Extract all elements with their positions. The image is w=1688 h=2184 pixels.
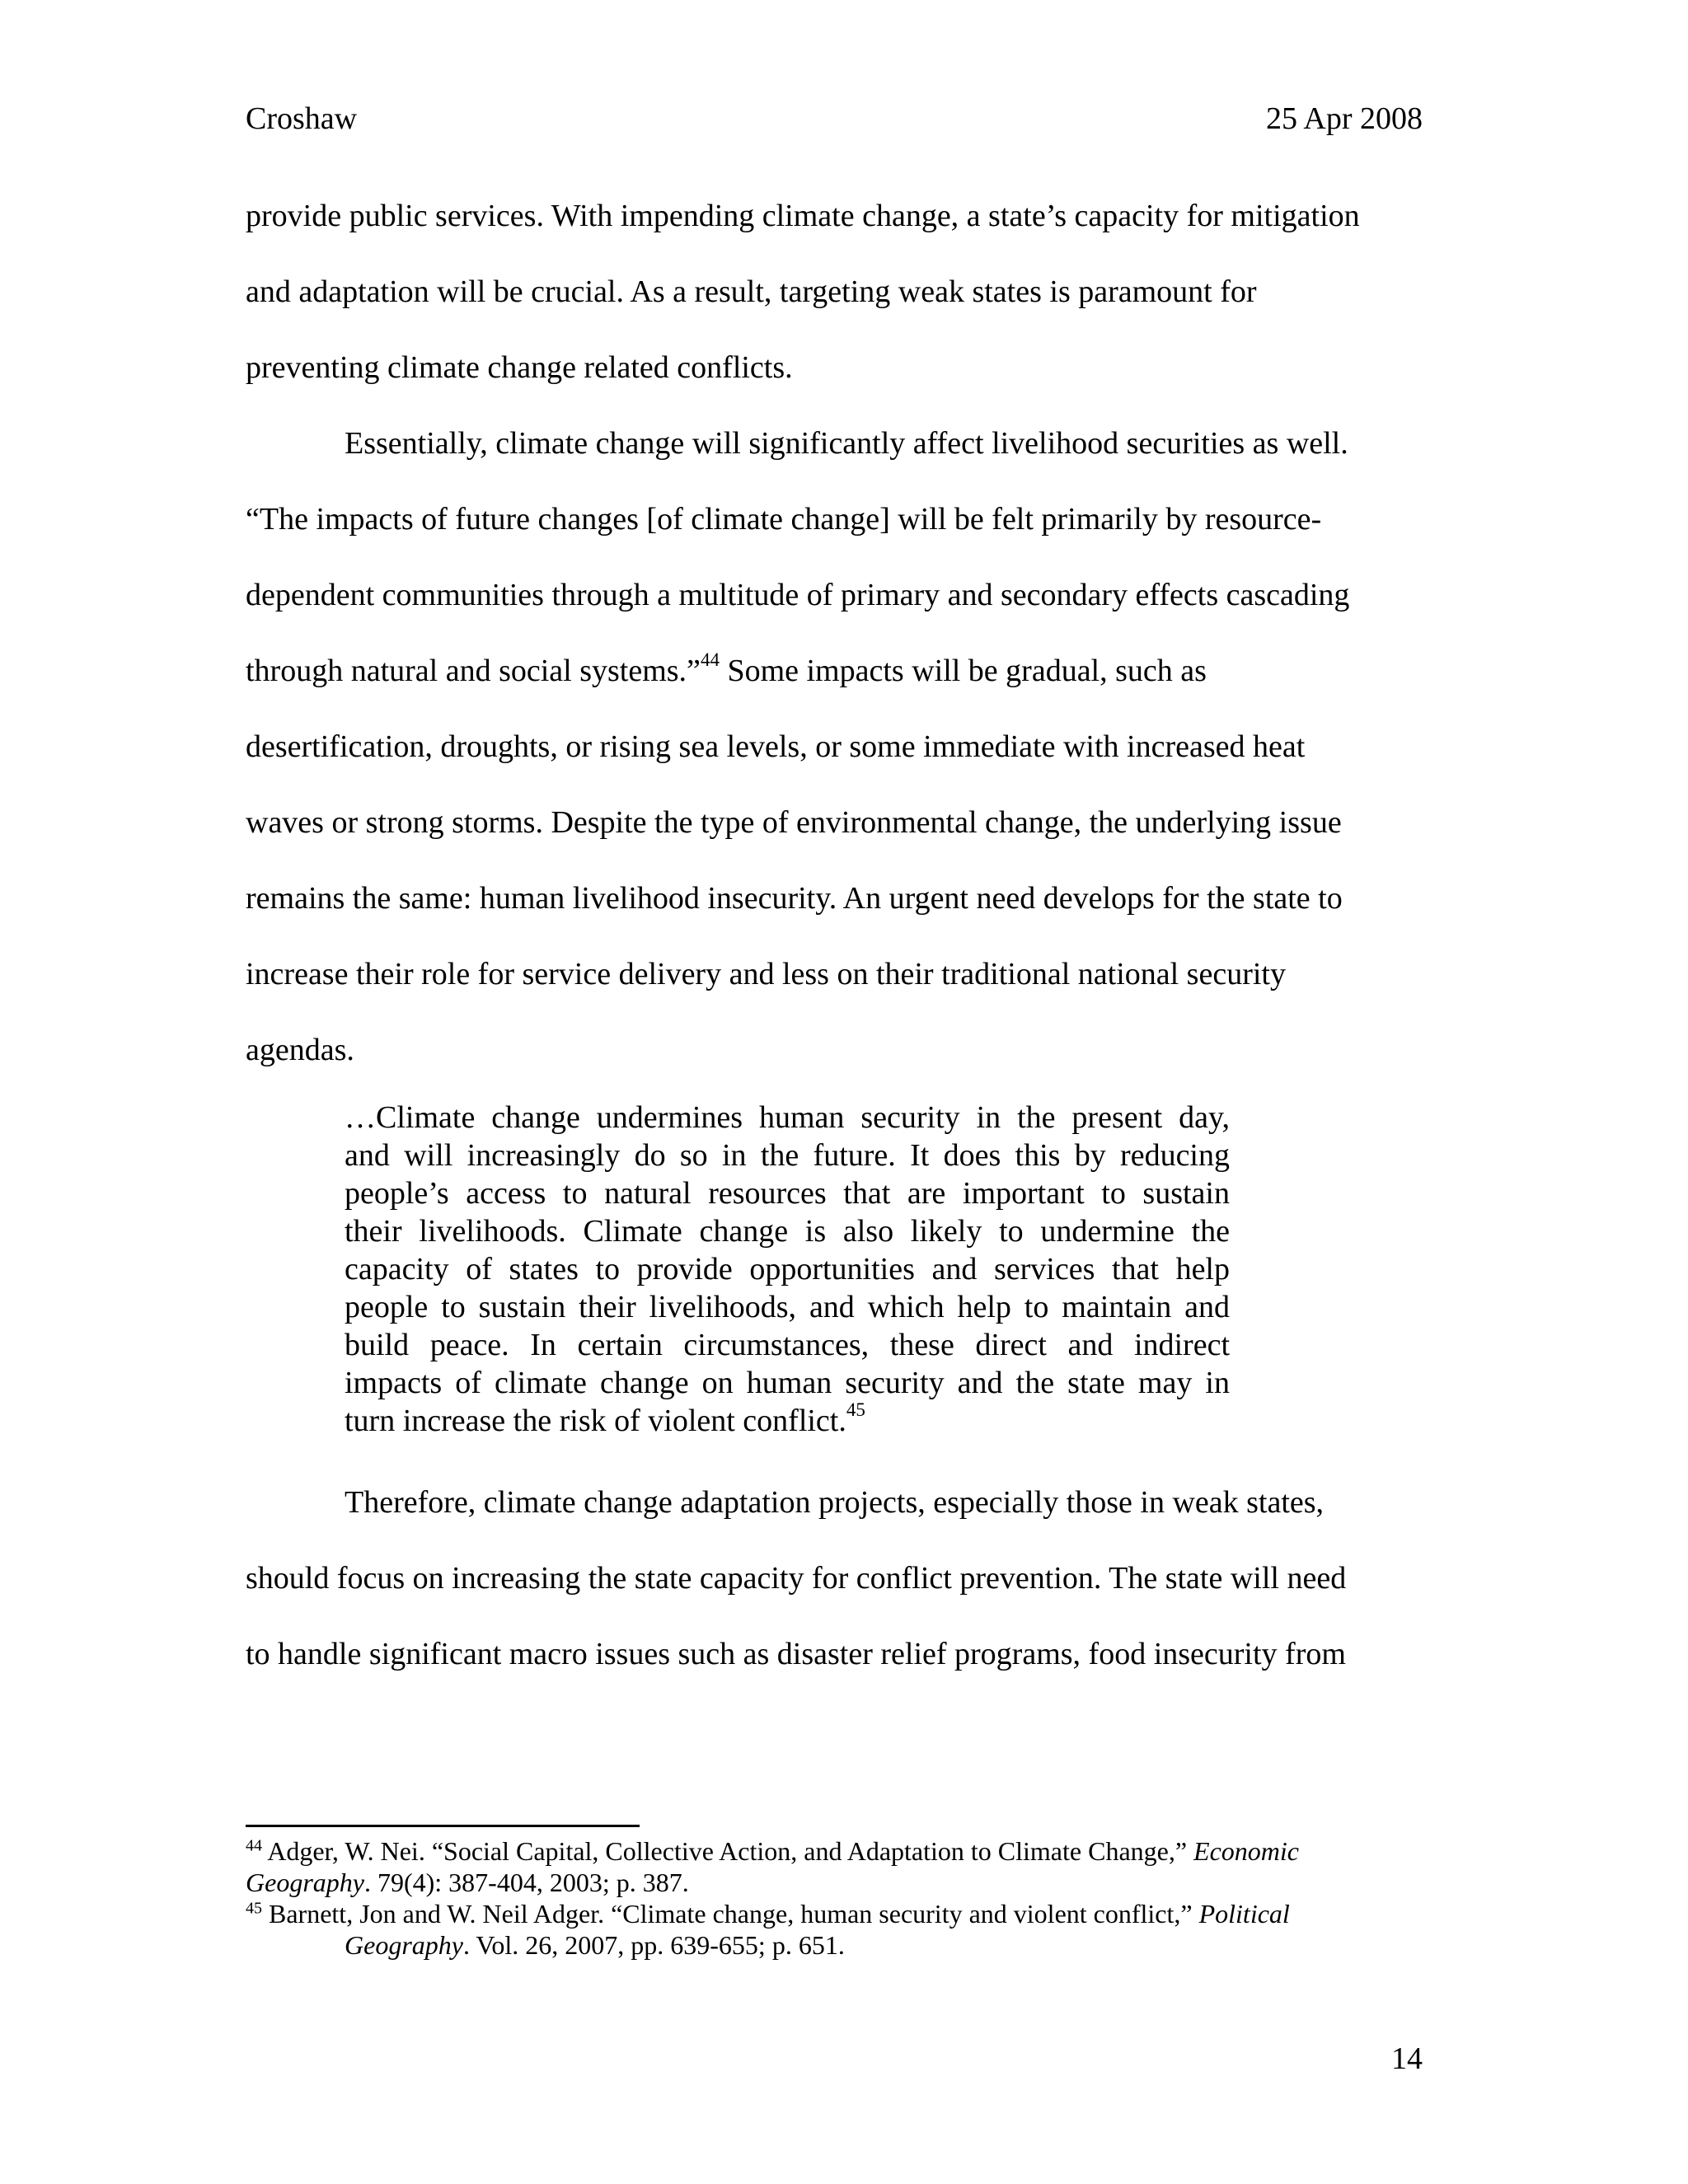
body-line: “The impacts of future changes [of climate change] will be felt primarily by resource- — [246, 502, 1322, 537]
body-line: should focus on increasing the state capacity for conflict prevention. The state will need — [246, 1561, 1347, 1596]
body-line: preventing climate change related conflicts. — [246, 350, 793, 385]
header-date: 25 Apr 2008 — [1266, 101, 1423, 136]
body-line: increase their role for service delivery and less on their traditional national security — [246, 957, 1286, 991]
body-line: Essentially, climate change will significantly affect livelihood securities as well. — [345, 426, 1348, 461]
quote-text: turn increase the risk of violent conflict. — [345, 1404, 846, 1438]
footnote-44-continued — [246, 1867, 689, 1898]
quote-line: capacity of states to provide opportunities and services that help — [345, 1252, 1230, 1286]
quote-line: their livelihoods. Climate change is also likely to undermine the — [345, 1214, 1230, 1249]
footnote-ref-45[interactable]: 45 — [846, 1399, 865, 1421]
footnote-text: . 79(4): 387-404, 2003; p. 387. — [363, 1868, 689, 1897]
footnote-text: Adger, W. Nei. “Social Capital, Collective Action, and Adaptation to Climate Change,” — [267, 1836, 1188, 1866]
quote-line: people to sustain their livelihoods, and which help to maintain and — [345, 1290, 1230, 1324]
quote-line: and will increasingly do so in the future. It does this by reducing — [345, 1138, 1230, 1173]
body-line: desertification, droughts, or rising sea levels, or some immediate with increased heat — [246, 729, 1306, 764]
body-line: and adaptation will be crucial. As a result, targeting weak states is paramount for — [246, 274, 1257, 309]
footnote-journal: Political — [1198, 1899, 1290, 1929]
quote-line: build peace. In certain circumstances, these direct and indirect — [345, 1328, 1230, 1362]
footnote-journal: Geography — [246, 1868, 364, 1897]
footnote-number: 44 — [246, 1836, 262, 1855]
footnote-journal: Economic — [1193, 1836, 1299, 1866]
footnote-44 — [246, 1835, 1299, 1867]
quote-line-last — [345, 1399, 1230, 1440]
quote-line: impacts of climate change on human security and the state may in — [345, 1366, 1230, 1400]
block-quote — [345, 1099, 1230, 1440]
page-number: 14 — [1391, 2041, 1423, 2076]
body-text: Some impacts will be gradual, such as — [727, 654, 1207, 688]
footnote-number: 45 — [246, 1899, 262, 1918]
footnote-45 — [246, 1898, 1290, 1929]
body-line: waves or strong storms. Despite the type of environmental change, the underlying issue — [246, 805, 1342, 840]
body-line: agendas. — [246, 1033, 354, 1067]
header-author: Croshaw — [246, 101, 358, 136]
body-line-with-footnote-ref — [246, 649, 1207, 692]
quote-line: …Climate change undermines human security in the present day, — [345, 1100, 1230, 1135]
body-line: dependent communities through a multitude of primary and secondary effects cascading — [246, 578, 1350, 612]
quote-line: people’s access to natural resources that are important to sustain — [345, 1176, 1230, 1211]
body-line: provide public services. With impending climate change, a state’s capacity for mitigation — [246, 199, 1360, 233]
footnote-journal: Geography — [345, 1930, 463, 1960]
footnote-ref-44[interactable]: 44 — [700, 649, 720, 671]
footnote-separator — [246, 1825, 640, 1827]
body-line: remains the same: human livelihood insecurity. An urgent need develops for the state to — [246, 881, 1343, 916]
footnote-text: . Vol. 26, 2007, pp. 639-655; p. 651. — [462, 1930, 845, 1960]
body-line: Therefore, climate change adaptation projects, especially those in weak states, — [345, 1485, 1325, 1520]
body-text: through natural and social systems.” — [246, 654, 701, 688]
footnote-45-continued — [345, 1929, 845, 1961]
body-line: to handle significant macro issues such as disaster relief programs, food insecurity from — [246, 1637, 1346, 1671]
footnote-text: Barnett, Jon and W. Neil Adger. “Climate change, human security and violent conflict,” — [269, 1899, 1193, 1929]
